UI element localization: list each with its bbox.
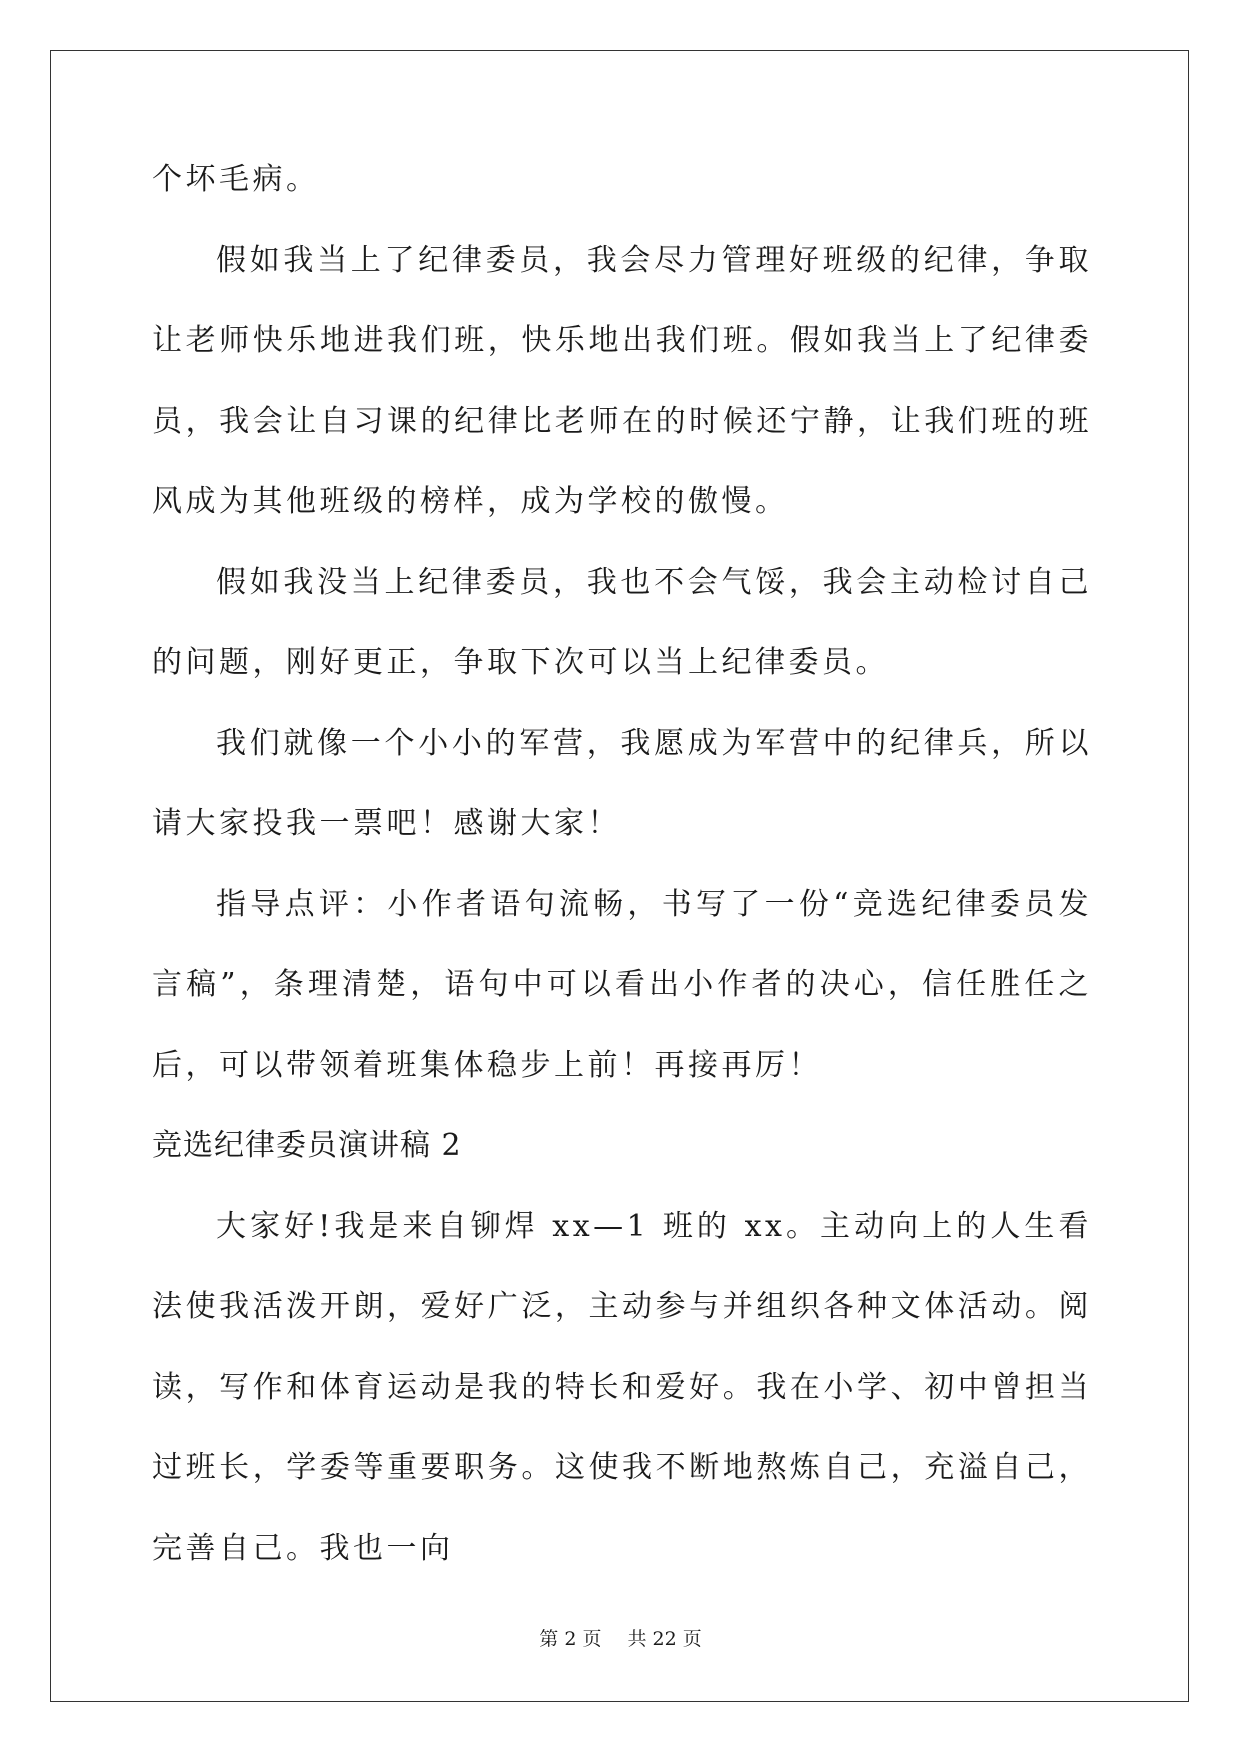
paragraph: 指导点评：小作者语句流畅，书写了一份“竞选纪律委员发言稿”，条理清楚，语句中可以看出小作者的决心，信任胜任之后，可以带领着班集体稳步上前！再接再厉！ (152, 886, 1092, 1083)
paragraph: 大家好!我是来自铆焊 xx—1 班的 xx。主动向上的人生看法使我活泼开朗，爱好广泛，主动参与并组织各种文体活动。阅读，写作和体育运动是我的特长和爱好。我在小学、初中曾担当过班长，学委等重要职务。这使我不断地熬炼自己，充溢自己，完善自己。我也一向 (152, 1208, 1092, 1566)
section-title: 竞选纪律委员演讲稿 2 (152, 1128, 462, 1163)
paragraph: 个坏毛病。 (152, 162, 320, 197)
page-total: 共 22 页 (627, 1628, 702, 1650)
paragraph: 假如我没当上纪律委员，我也不会气馁，我会主动检讨自己的问题，刚好更正，争取下次可以当上纪律委员。 (152, 564, 1092, 680)
document-body (152, 140, 1092, 1589)
page-footer (0, 1627, 1241, 1651)
page-number: 第 2 页 (539, 1628, 602, 1650)
paragraph: 假如我当上了纪律委员，我会尽力管理好班级的纪律，争取让老师快乐地进我们班，快乐地出我们班。假如我当上了纪律委员，我会让自习课的纪律比老师在的时候还宁静，让我们班的班风成为其他班级的榜样，成为学校的傲慢。 (152, 242, 1092, 519)
paragraph: 我们就像一个小小的军营，我愿成为军营中的纪律兵，所以请大家投我一票吧！感谢大家！ (152, 725, 1092, 841)
